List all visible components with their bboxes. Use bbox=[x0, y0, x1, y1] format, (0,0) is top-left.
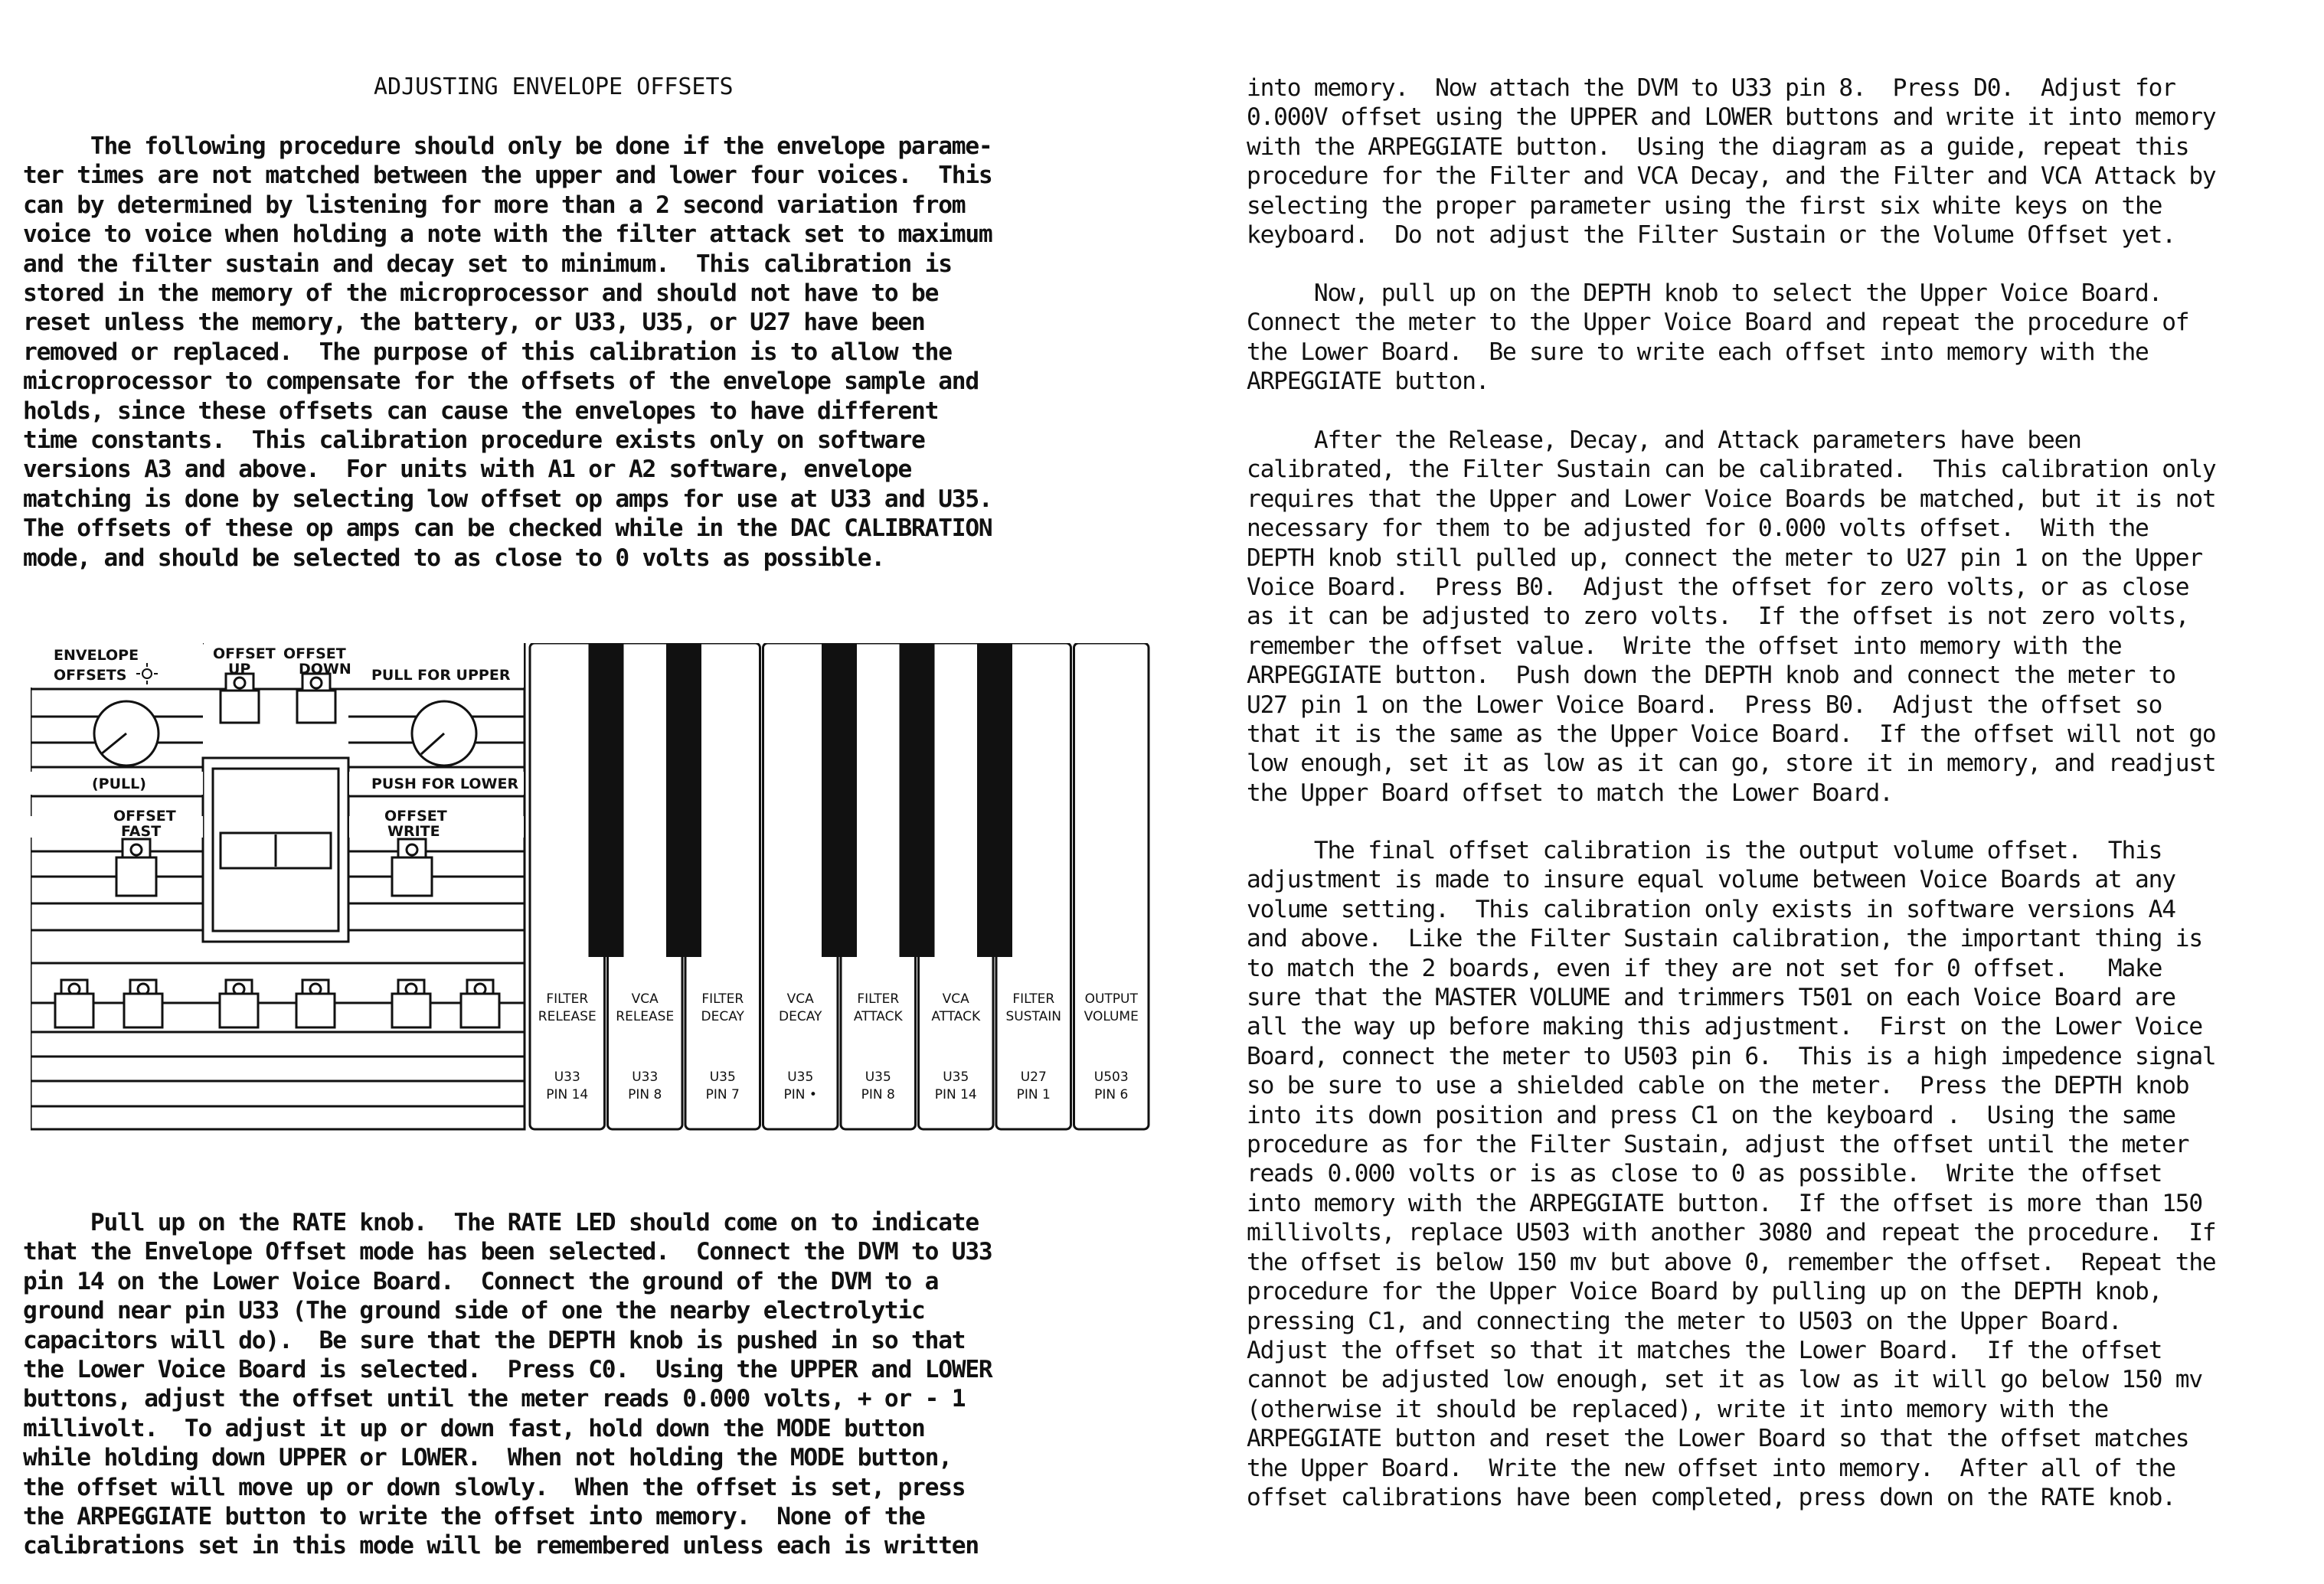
key-label-name-1: FILTER bbox=[546, 991, 589, 1007]
key-label-chip: U35 bbox=[943, 1070, 969, 1085]
key-label-name-2: DECAY bbox=[701, 1009, 744, 1024]
push-for-lower-label: PUSH FOR LOWER bbox=[371, 776, 519, 792]
envelope-label: ENVELOPE bbox=[54, 647, 139, 664]
offset-up-label: UP bbox=[228, 661, 251, 678]
output-volume-paragraph: The final offset calibration is the output volume offset. This adjustment is made to insure equal volume between Voice Boards at any volume setting. This calibration only exists in software versions A4 and above. Like the Filter Sustain calibration, the important thing is to match the 2 boards, even if they are not set for 0 offset. Make sure that the MASTER VOLUME and trimmers T501 on each Voice Board are all the way up before making this adjustment. First on the Lower Voice Board, connect the meter to U503 pin 6. This is a high impedence signal so be sure to use a shielded cable on the meter. Press the DEPTH knob into its down position and press C1 on the keyboard . Using the same procedure as for the Filter Sustain, adjust the offset until the meter reads 0.000 volts or is as close to 0 as possible. Write the offset into memory with the ARPEGGIATE button. If the offset is more than 150 millivolts, replace U503 with another 3080 and repeat the procedure. If the offset is below 150 mv but above 0, remember the offset. Repeat the procedure for the Upper Voice Board by pulling up on the DEPTH knob, pressing C1, and connecting the meter to U503 on the Upper Board. Adjust the offset so that it matches the Lower Board. If the offset cannot be adjusted low enough, set it as low as it will go below 150 mv (otherwise it should be replaced), write it into memory with the ARPEGGIATE button and reset the Lower Board so that the offset matches the Upper Board. Write the new offset into memory. After all of the offset calibrations have been completed, press down on the RATE knob. bbox=[1247, 837, 2216, 1511]
key-label-name-2: SUSTAIN bbox=[1005, 1009, 1061, 1024]
key-label-chip: U33 bbox=[632, 1070, 659, 1085]
key-label-chip: U35 bbox=[865, 1070, 891, 1085]
key-label-pin: PIN 6 bbox=[1094, 1087, 1129, 1102]
key-label-name-2: RELEASE bbox=[616, 1009, 675, 1024]
key-label-name-1: FILTER bbox=[701, 991, 744, 1007]
black-key bbox=[589, 643, 624, 957]
rate-knob-paragraph: Pull up on the RATE knob. The RATE LED should come on to indicate that the Envelope Offset mode has been selected. Connect the DVM to U33 pin 14 on the Lower Voice Board. Connect the ground of the DVM to a ground near pin U33 (The ground side of one the nearby electrolytic capacitors will do). Be sure that the DEPTH knob is pushed in so that the Lower Voice Board is selected. Press C0. Using the UPPER and LOWER buttons, adjust the offset until the meter reads 0.000 volts, + or - 1 millivolt. To adjust it up or down fast, hold down the MODE button while holding down UPPER or LOWER. When not holding the MODE button, the offset will move up or down slowly. When the offset is set, press the ARPEGGIATE button to write the offset into memory. None of the calibrations set in this mode will be remembered unless each is written bbox=[23, 1209, 992, 1560]
key-label-chip: U33 bbox=[554, 1070, 580, 1085]
control-panel-keyboard-diagram bbox=[31, 643, 1160, 1133]
offset-write-label-top: OFFSET bbox=[384, 808, 447, 825]
key-label-pin: PIN 14 bbox=[546, 1087, 589, 1102]
key-label-pin: PIN 7 bbox=[705, 1087, 740, 1102]
offsets-label: OFFSETS bbox=[54, 667, 127, 684]
key-label-name-2: ATTACK bbox=[931, 1009, 981, 1024]
pull-for-upper-label: PULL FOR UPPER bbox=[371, 667, 511, 684]
key-label-name-1: OUTPUT bbox=[1084, 991, 1138, 1007]
key-label-pin: PIN 8 bbox=[628, 1087, 662, 1102]
intro-paragraph: The following procedure should only be done if the envelope parame- ter times are not matched between the upper and lower four voices. This can by determined by listening for more than a 2 second variation from voice to voice when holding a note with the filter attack set to maximum and the filter sustain and decay set to minimum. This calibration is stored in the memory of the microprocessor and should not have to be reset unless the memory, the battery, or U33, U35, or U27 have been removed or replaced. The purpose of this calibration is to allow the microprocessor to compensate for the offsets of the envelope sample and holds, since these offsets can cause the envelopes to have different time constants. This calibration procedure exists only on software versions A3 and above. For units with A1 or A2 software, envelope matching is done by selecting low offset op amps for use at U33 and U35. The offsets of these op amps can be checked while in the DAC CALIBRATION mode, and should be selected to as close to 0 volts as possible. bbox=[23, 132, 992, 572]
key-label-chip: U35 bbox=[787, 1070, 814, 1085]
key-label-name-1: VCA bbox=[942, 991, 969, 1007]
key-label-name-1: VCA bbox=[786, 991, 814, 1007]
offset-up-label-top: OFFSET bbox=[213, 645, 276, 662]
key-label-name-2: DECAY bbox=[779, 1009, 822, 1024]
offset-write-label: WRITE bbox=[387, 823, 440, 840]
key-label-chip: U27 bbox=[1020, 1070, 1047, 1085]
black-key bbox=[822, 643, 857, 957]
key-label-name-2: VOLUME bbox=[1084, 1009, 1139, 1024]
black-key bbox=[977, 643, 1012, 957]
key-label-name-1: VCA bbox=[631, 991, 659, 1007]
offset-fast-label: FAST bbox=[121, 823, 162, 840]
key-label-chip: U503 bbox=[1093, 1070, 1129, 1085]
upper-voice-board-paragraph: Now, pull up on the DEPTH knob to select the Upper Voice Board. Connect the meter to the Upper Voice Board and repeat the procedure of the Lower Board. Be sure to write each offset into memory with the ARPEGGIATE button. bbox=[1247, 279, 2189, 396]
key-label-pin: PIN 8 bbox=[861, 1087, 895, 1102]
key-label-name-1: FILTER bbox=[1012, 991, 1055, 1007]
black-key bbox=[900, 643, 935, 957]
dvm-u33-paragraph: into memory. Now attach the DVM to U33 pin 8. Press D0. Adjust for 0.000V offset using the UPPER and LOWER buttons and write it into memory with the ARPEGGIATE button. Using the diagram as a guide, repeat this procedure for the Filter and VCA Decay, and the Filter and VCA Attack by selecting the proper parameter using the first six white keys on the keyboard. Do not adjust the Filter Sustain or the Volume Offset yet. bbox=[1247, 74, 2216, 250]
page-title: ADJUSTING ENVELOPE OFFSETS bbox=[374, 73, 734, 100]
offset-down-label: DOWN bbox=[299, 661, 351, 678]
keyboard bbox=[530, 643, 1149, 1129]
key-label-pin: PIN • bbox=[783, 1087, 817, 1102]
key-label-pin: PIN 14 bbox=[934, 1087, 977, 1102]
key-label-name-2: ATTACK bbox=[853, 1009, 903, 1024]
key-label-name-1: FILTER bbox=[857, 991, 900, 1007]
key-label-pin: PIN 1 bbox=[1016, 1087, 1051, 1102]
filter-sustain-paragraph: After the Release, Decay, and Attack parameters have been calibrated, the Filter Sustain can be calibrated. This calibration only requires that the Upper and Lower Voice Boards be matched, but it is not necessary for them to be adjusted for 0.000 volts offset. With the DEPTH knob still pulled up, connect the meter to U27 pin 1 on the Upper Voice Board. Press B0. Adjust the offset for zero volts, or as close as it can be adjusted to zero volts. If the offset is not zero volts, remember the offset value. Write the offset into memory with the ARPEGGIATE button. Push down the DEPTH knob and connect the meter to U27 pin 1 on the Lower Voice Board. Press B0. Adjust the offset so that it is the same as the Upper Voice Board. If the offset will not go low enough, set it as low as it can go, store it in memory, and readjust the Upper Board offset to match the Lower Board. bbox=[1247, 426, 2216, 807]
black-key bbox=[666, 643, 701, 957]
offset-fast-label-top: OFFSET bbox=[113, 808, 176, 825]
key-label-name-2: RELEASE bbox=[538, 1009, 597, 1024]
offset-down-label-top: OFFSET bbox=[283, 645, 346, 662]
pull-label: (PULL) bbox=[92, 776, 146, 792]
key-label-chip: U35 bbox=[709, 1070, 736, 1085]
white-key bbox=[1074, 643, 1149, 1129]
